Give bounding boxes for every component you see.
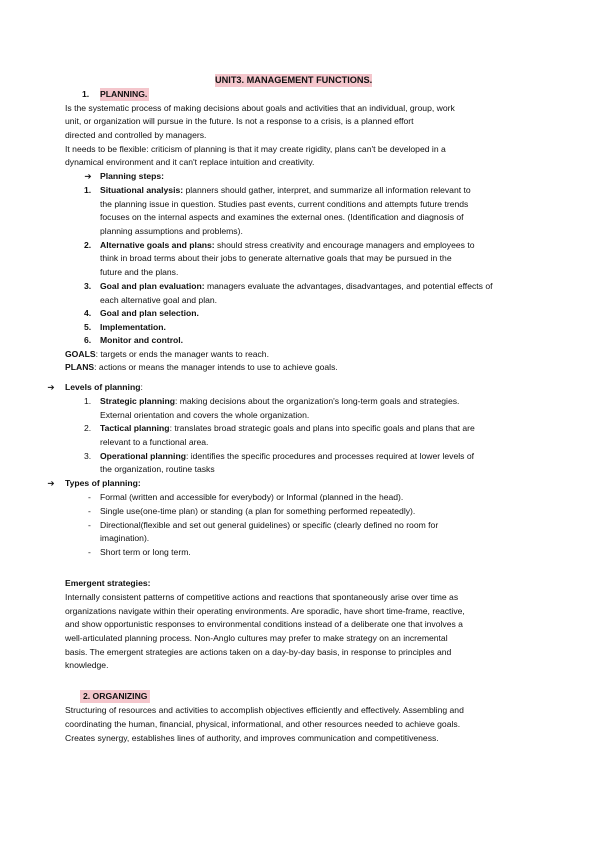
level-text-line: the organization, routine tasks <box>100 464 215 474</box>
level-number: 2. <box>84 423 92 433</box>
plans-definition: PLANS: actions or means the manager intends to use to achieve goals. <box>65 362 338 372</box>
dash-bullet: - <box>88 520 91 530</box>
level-item: Strategic planning: making decisions about the organization's long-term goals and strategies. <box>100 396 460 406</box>
step-text-line: each alternative goal and plan. <box>100 295 218 305</box>
planning-heading-number: 1. <box>82 89 90 99</box>
step-item: Goal and plan evaluation: managers evaluate the advantages, disadvantages, and potential effects of <box>100 281 493 291</box>
emergent-line: basis. The emergent strategies are actions taken on a day-by-day basis, in response to principles and <box>65 647 452 657</box>
step-number: 1. <box>84 185 92 195</box>
type-item: Single use(one-time plan) or standing (a plan for something performed repeatedly). <box>100 506 416 516</box>
emergent-heading: Emergent strategies: <box>65 578 151 588</box>
type-item: Directional(flexible and set out general guidelines) or specific (clearly defined no room for <box>100 520 439 530</box>
organizing-line: Creates synergy, establishes lines of authority, and improves communication and competitiveness. <box>65 733 439 743</box>
step-text-line: future and the plans. <box>100 267 179 277</box>
level-number: 3. <box>84 451 92 461</box>
step-text-line: the planning issue in question. Studies past events, current conditions and attempts future trends <box>100 199 469 209</box>
goals-definition: GOALS: targets or ends the manager wants to reach. <box>65 349 269 359</box>
step-text-line: focuses on the internal aspects and examines the external ones. (Identification and diagnosis of <box>100 212 464 222</box>
page-title: UNIT3. MANAGEMENT FUNCTIONS. <box>215 74 372 87</box>
planning-steps-label: Planning steps: <box>100 171 164 181</box>
level-text-line: External orientation and covers the whole organization. <box>100 410 310 420</box>
planning-definition-line: dynamical environment and it can't replace intuition and creativity. <box>65 157 315 167</box>
step-number: 3. <box>84 281 92 291</box>
types-label: Types of planning: <box>65 478 141 488</box>
planning-definition-line: unit, or organization will pursue in the future. Is not a response to a crisis, is a planned effort <box>65 116 414 126</box>
arrow-icon: ➔ <box>47 478 55 488</box>
emergent-line: knowledge. <box>65 660 109 670</box>
dash-bullet: - <box>88 506 91 516</box>
planning-definition-line: directed and controlled by managers. <box>65 130 207 140</box>
arrow-icon: ➔ <box>84 171 92 181</box>
step-number: 2. <box>84 240 92 250</box>
type-item: Formal (written and accessible for everybody) or Informal (planned in the head). <box>100 492 404 502</box>
levels-label: Levels of planning: <box>65 382 143 392</box>
step-text-line: think in broad terms about their jobs to generate alternative goals that may be pursued in the <box>100 253 452 263</box>
emergent-line: Internally consistent patterns of competitive actions and reactions that spontaneously arise over time as <box>65 592 459 602</box>
organizing-heading: 2. ORGANIZING <box>80 690 150 703</box>
step-number: 5. <box>84 322 92 332</box>
level-item: Tactical planning: translates broad strategic goals and plans into specific goals and plans that are <box>100 423 475 433</box>
emergent-line: and show opportunistic responses to environmental conditions instead of a deliberate one that involves a <box>65 619 463 629</box>
level-number: 1. <box>84 396 92 406</box>
organizing-line: Structuring of resources and activities to accomplish objectives efficiently and effectively. Assembling and <box>65 705 464 715</box>
step-number: 6. <box>84 335 92 345</box>
step-text-line: planning assumptions and problems). <box>100 226 243 236</box>
emergent-line: organizations navigate within their operating environments. Are sporadic, have short time-frame, reactive, <box>65 606 465 616</box>
step-item: Situational analysis: planners should gather, interpret, and summarize all information relevant to <box>100 185 471 195</box>
step-item: Implementation. <box>100 322 166 332</box>
level-item: Operational planning: identifies the specific procedures and processes required at lower levels of <box>100 451 474 461</box>
arrow-icon: ➔ <box>47 382 55 392</box>
step-item: Alternative goals and plans: should stress creativity and encourage managers and employees to <box>100 240 475 250</box>
step-number: 4. <box>84 308 92 318</box>
dash-bullet: - <box>88 547 91 557</box>
planning-definition-line: It needs to be flexible: criticism of planning is that it may create rigidity, plans can't be developed in a <box>65 144 446 154</box>
step-item: Monitor and control. <box>100 335 184 345</box>
level-text-line: relevant to a functional area. <box>100 437 209 447</box>
type-item: Short term or long term. <box>100 547 191 557</box>
organizing-line: coordinating the human, financial, physical, informational, and other resources needed to achieve goals. <box>65 719 461 729</box>
dash-bullet: - <box>88 492 91 502</box>
emergent-line: well-articulated planning process. Non-Anglo cultures may prefer to make strategy on an incremental <box>65 633 448 643</box>
planning-heading: PLANNING. <box>100 88 149 101</box>
planning-definition-line: Is the systematic process of making decisions about goals and activities that an individual, group, work <box>65 103 455 113</box>
type-item-continued: imagination). <box>100 533 150 543</box>
step-item: Goal and plan selection. <box>100 308 199 318</box>
